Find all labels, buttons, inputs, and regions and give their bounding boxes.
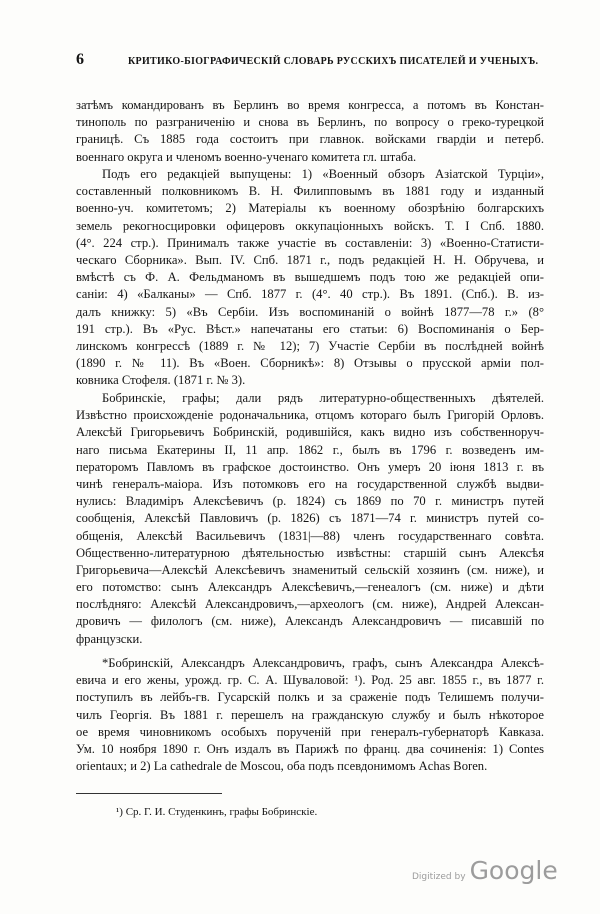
running-title: КРИТИКО-БІОГРАФИЧЕСКІЙ СЛОВАРЬ РУССКИХЪ ПИСАТЕЛЕЙ И УЧЕНЫХЪ. (128, 56, 539, 67)
text-block-career (76, 97, 544, 166)
google-watermark (412, 856, 558, 885)
page-number: 6 (76, 51, 84, 68)
text-line: нулись: Владиміръ Алексѣевичъ (р. 1824) съ 1869 по 70 г. министръ путей (76, 494, 544, 509)
text-line: *Бобринскій, Александръ Александровичъ, графъ, сынъ Александра Алексѣ- (102, 656, 544, 670)
text-line: общенія, Алексѣй Васильевичъ (1831|—88) членъ государственнаго совѣта. (76, 528, 544, 543)
text-line: Подъ его редакціей выпущены: 1) «Военный обзоръ Азіатской Турціи», (102, 167, 544, 181)
text-line: orientaux; и 2) La cathedrale de Moscou, оба подъ псевдонимомъ Achas Boren. (76, 759, 488, 774)
text-line: (1890 г. № 11). Въ «Воен. Сборникѣ»: 8) Отзывы о прусской арміи пол- (76, 356, 544, 371)
text-line: наго письма Екатерины II, 11 апр. 1862 г., былъ въ 1796 г. возведенъ им- (76, 442, 544, 457)
text-line: далъ книжку: 5) «Въ Сербіи. Изъ воспоминаній о войнѣ 1877—78 г.» (8° (76, 304, 544, 319)
text-line: послѣдняго: Алексѣй Александровичъ,—археологъ (см. ниже), Андрей Алексан- (76, 597, 544, 612)
text-line: Ум. 10 ноября 1890 г. Онъ издалъ въ Парижѣ по франц. два сочиненія: 1) Contes (76, 741, 544, 756)
text-line: сообщенія, Алексѣй Павловичъ (р. 1826) съ 1871—74 г. министръ путей со- (76, 511, 544, 526)
text-line: ператоромъ Павломъ въ графское достоинство. Онъ умеръ 20 іюня 1813 г. въ (76, 459, 544, 474)
text-line: военнаго округа и членомъ военно-ученаго комитета гл. штаба. (76, 149, 417, 164)
text-line: чилъ Георгія. Въ 1881 г. перешелъ на гражданскую службу и былъ нѣкоторое (76, 707, 544, 722)
text-line: линскомъ конгрессѣ (1889 г. № 12); 7) Участіе Сербіи въ послѣдней войнѣ (76, 338, 544, 353)
text-block-bobrinsky-alexander (76, 655, 544, 775)
text-line: (4°. 224 стр.). Принималъ также участіе въ составленіи: 3) «Военно-Статисти- (76, 235, 544, 250)
text-line: затѣмъ командированъ въ Берлинъ во время конгресса, а потомъ въ Констан- (76, 98, 544, 112)
text-line: Общественно-литературною дѣятельностью извѣстны: старшій сынъ Алексѣя (76, 545, 544, 560)
text-line: его потомство: сынъ Александръ Алексѣевичъ,—генеалогъ (см. ниже) и дѣти (76, 580, 544, 595)
text-line: ое время чиновникомъ особыхъ порученій при генералъ-губернаторѣ Кавказа. (76, 724, 544, 739)
text-block-publications (76, 166, 544, 389)
text-line: тинополь по разграниченію и снова въ Берлинъ, по вопросу о греко-турецкой (76, 115, 544, 130)
text-line: Алексѣй Григорьевичъ Бобринскій, родившійся, какъ видно изъ собственноруч- (76, 425, 544, 440)
text-line: границѣ. Съ 1885 года состоитъ при главнок. войсками гвардіи и петерб. (76, 132, 544, 147)
text-line: ческаго Сборника». Вып. IV. Спб. 1871 г., подъ редакціей Н. Н. Обручева, и (76, 252, 544, 267)
text-line: саніи: 4) «Балканы» — Спб. 1877 г. (4°. 40 стр.). Въ 1891. (Спб.). В. из- (76, 287, 544, 302)
text-line: французски. (76, 631, 143, 646)
text-line: земель рекогносцировки офицеровъ оккупаціонныхъ войскъ. Т. I Спб. 1880. (76, 218, 544, 233)
text-line: военно-уч. комитетомъ; 2) Матеріалы къ военному обозрѣнію болгарскихъ (76, 201, 544, 216)
text-line: дровичъ — филологъ (см. ниже), Александъ Александровичъ — писавшій по (76, 614, 544, 629)
text-line: евича и его жены, урожд. гр. С. А. Шуваловой: ¹). Род. 25 авг. 1855 г., въ 1877 г. (76, 673, 544, 688)
text-line: 191 стр.). Въ «Рус. Вѣст.» напечатаны его статьи: 6) Воспоминанія о Бер- (76, 321, 544, 336)
watermark-prefix: Digitized by (412, 872, 466, 882)
footnote: ¹) Ср. Г. И. Студенкинъ, графы Бобринскіе. (116, 806, 318, 818)
text-line: Григорьевича—Алексѣй Алексѣевичъ знаменитый сельскій хозяинъ (см. ниже), и (76, 562, 544, 577)
text-line: чинѣ генералъ-маіора. Изъ потомковъ его на государственной службѣ выдви- (76, 476, 544, 491)
footnote-rule (76, 793, 222, 794)
text-block-bobrinsky-family (76, 390, 544, 648)
text-line: Извѣстно происхожденіе родоначальника, отцомъ котораго былъ Григорій Орловъ. (76, 408, 544, 423)
text-line: составленный полковникомъ В. Н. Филипповымъ въ 1881 году и изданный (76, 184, 544, 199)
text-line: вмѣстѣ съ Ф. А. Фельдманомъ въ вышедшемъ подъ тою же редакціей опи- (76, 270, 544, 285)
text-line: ковника Стофеля. (1871 г. № 3). (76, 373, 246, 388)
text-line: Бобринскіе, графы; дали рядъ литературно-общественныхъ дѣятелей. (102, 391, 544, 405)
watermark-brand: Google (469, 856, 558, 885)
text-line: поступилъ въ лейбъ-гв. Гусарскій полкъ и за сраженіе подъ Телишемъ получи- (76, 690, 544, 705)
